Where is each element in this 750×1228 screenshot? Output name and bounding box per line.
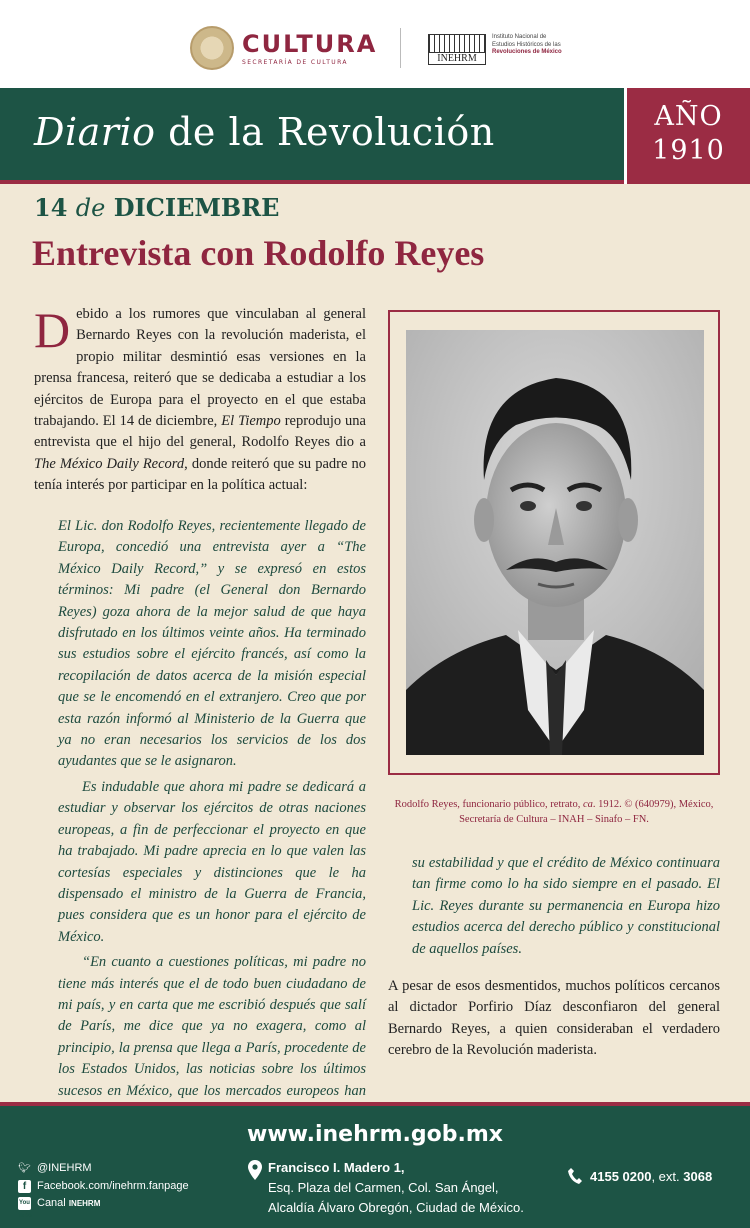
cultura-wordmark: CULTURA (242, 29, 378, 58)
caption-ca: ca (582, 799, 593, 810)
phone-number: 4155 0200 (590, 1168, 652, 1184)
caption-text-b: . 1912. © (640979), México, Secretaría de Cultura – INAH – Sinafo – FN. (459, 799, 714, 825)
date-de: de (75, 194, 106, 222)
year-label: AÑO (654, 101, 723, 132)
footer (0, 1106, 750, 1228)
quote-continuation: su estabilidad y que el crédito de México continuara tan firme como lo ha sido siempre en el pasado. El Lic. Reyes durante su permanencia en Europa hizo estudios acerca del derecho público y constitucional de aquellos países. (412, 855, 720, 957)
year-value: 1910 (652, 135, 725, 166)
year-box (624, 88, 750, 184)
phone-ext: 3068 (683, 1168, 713, 1184)
page-title-italic: Diario (34, 110, 156, 154)
closing-paragraph: A pesar de esos desmentidos, muchos políticos cercanos al dictador Porfirio Díaz desconfiaron del general Bernardo Reyes, a quien consideraban el verdadero cerebro de la Revolución maderista. (388, 978, 720, 1059)
portrait-illustration (406, 330, 704, 755)
inehrm-label: INEHRM (428, 52, 486, 65)
twitter-handle: @INEHRM (37, 1162, 92, 1174)
phone-icon (568, 1168, 582, 1184)
cultura-logo[interactable] (190, 26, 377, 70)
interview-quote (58, 516, 366, 1123)
inehrm-logo[interactable] (428, 34, 562, 62)
inehrm-line-3: Revoluciones de México (492, 49, 562, 55)
mexico-seal-icon (190, 26, 234, 70)
social-links (18, 1160, 189, 1220)
caption-text-a: Rodolfo Reyes, funcionario público, retrato, (394, 799, 583, 810)
top-header (0, 0, 750, 88)
date-day: 14 (34, 193, 68, 222)
photo-caption (388, 797, 720, 827)
newspaper-el-tiempo: El Tiempo (221, 413, 281, 430)
youtube-prefix: Canal (37, 1197, 66, 1209)
address-line-3: Alcaldía Álvaro Obregón, Ciudad de México. (268, 1200, 524, 1215)
facebook-url: Facebook.com/inehrm.fanpage (37, 1179, 189, 1192)
inehrm-line-2: Estudios Históricos de las (492, 41, 561, 48)
address-block (248, 1158, 524, 1218)
quote-paragraph-3: “En cuanto a cuestiones políticas, mi padre no tiene más interés que el de todo buen ciudadano de mi país, y en carta que me escribió después que salí de París, me dice que ya no exagera, como al principio, la prensa que llega a París, procedente de los Estados Unidos, las noticias sobre los últimos sucesos en México, que los mercados europeos han (58, 954, 366, 1099)
page-title-rest: de la Revolución (155, 110, 495, 154)
address-line-1: Francisco I. Madero 1, (268, 1160, 405, 1175)
location-pin-icon (248, 1160, 262, 1180)
quote-paragraph-1: El Lic. don Rodolfo Reyes, recientemente llegado de Europa, concedió una entrevista ayer a “The México Daily Record,” y se expresó en estos términos: Mi padre (el General don Bernardo Reyes) goza ahora de la mejor salud de que haya disfrutado en los últimos veinte años. Ha terminado sus estudios sobre el ejército francés, así como la recopilación de datos acerca de la misión especial que se le encomendó en el extranjero. Creo que por esta razón informó al Ministerio de la Guerra que ya no eran necesarios los servicios de los dos ayudantes que se le asignaron. (58, 518, 366, 770)
portrait-frame (388, 310, 720, 775)
intro-text-b: reprodujo una entrevista que el hijo del general, Rodolfo Reyes dio a (34, 413, 366, 451)
phone-block[interactable] (568, 1168, 712, 1184)
ext-label: , ext. (651, 1168, 680, 1184)
article-date (34, 193, 279, 222)
quote-paragraph-2: Es indudable que ahora mi padre se dedicará a estudiar y observar los ejércitos de otras naciones europeas, a fin de perfeccionar el proyecto en que ha trabajado. Mi padre aprecia en lo que valen las cortesías especiales y distinciones que le ha dispensado el ministro de la Guerra de Francia, pues considera que es un honor para el ejército de México. (58, 778, 366, 945)
page-title (34, 110, 495, 154)
cultura-subtitle: SECRETARÍA DE CULTURA (242, 58, 348, 66)
date-month: DICIEMBRE (113, 193, 280, 222)
intro-text-a: ebido a los rumores que vinculaban al general Bernardo Reyes con la revolución maderista, el propio militar desmintió esas versiones en la prensa francesa, reiteró que se dedicaba a estudiar a los ejércitos de Europa para el proyecto en el que estaba trabajando. El 14 de diciembre, (34, 306, 366, 430)
website-link[interactable]: www.inehrm.gob.mx (247, 1122, 503, 1147)
facebook-icon: f (18, 1180, 31, 1193)
portrait-photo[interactable] (406, 330, 704, 755)
twitter-icon: 🐦︎ (18, 1163, 31, 1175)
twitter-link[interactable] (18, 1160, 189, 1178)
article-headline: Entrevista con Rodolfo Reyes (32, 233, 485, 273)
youtube-icon: You Tube (18, 1197, 31, 1210)
youtube-channel: INEHRM (68, 1199, 101, 1208)
logo-divider (400, 28, 401, 68)
intro-paragraph (34, 304, 366, 497)
newspaper-daily-record: The México Daily Record (34, 455, 185, 472)
inehrm-line-1: Instituto Nacional de (492, 34, 547, 40)
intro-text-c: , donde reiteró que su padre no tenía interés por participar en la política actual: (34, 455, 366, 494)
drop-cap: D (34, 302, 71, 358)
youtube-link[interactable] (18, 1195, 189, 1220)
facebook-link[interactable] (18, 1178, 189, 1196)
address-line-2: Esq. Plaza del Carmen, Col. San Ángel, (268, 1180, 499, 1195)
